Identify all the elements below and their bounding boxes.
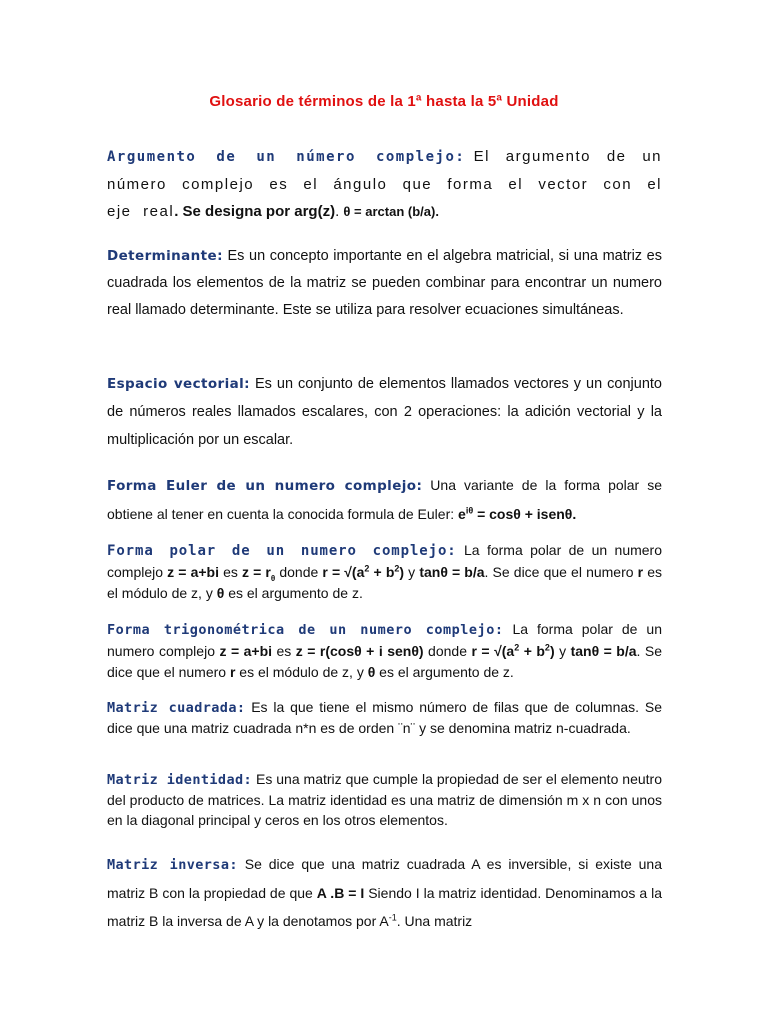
entry-term: Matriz identidad: xyxy=(107,772,253,788)
entry-text: Una variante de la forma polar se obtiene al tener en cuenta la conocida formula de Euler: xyxy=(107,477,663,522)
glossary-entry-argumento xyxy=(107,143,662,225)
entry-term: Espacio vectorial: xyxy=(107,376,250,392)
entry-formula: θ = arctan (b/a). xyxy=(343,204,439,219)
glossary-entry-matriz-identidad xyxy=(107,769,662,830)
entry-text: Es la que tiene el mismo número de filas que de columnas. Se dice que una matriz cuadrada n*n es de orden ¨n¨ y se denomina matriz n-cuadrada. xyxy=(107,699,662,736)
glossary-entry-matriz-cuadrada xyxy=(107,697,662,738)
glossary-entry-determinante xyxy=(107,243,662,324)
entry-term: Forma Euler de un numero complejo: xyxy=(107,478,423,494)
glossary-entry-forma-polar: Forma polar de un numero complejo: La forma polar de un numero complejo z = a+bi es $z = r_\theta$ donde $r = √(a^2 + b^2)$ y tanθ = b/a. Se dice que el numero r es el módulo de z, y θ es el argumento de z. xyxy=(107,542,663,601)
glossary-entry-matriz-inversa: Matriz inversa: Se dice que una matriz cuadrada A es inversible, si existe una matriz B con la propiedad de que A .B = I Siendo I la matriz identidad. Denominamos a la matriz B la inversa de A y la denotamos por $A^{-1}$. Una matriz xyxy=(107,856,663,929)
entry-text: Es una matriz que cumple la propiedad de ser el elemento neutro del producto de matrices. La matriz identidad es una matriz de dimensión m x n con unos en la diagonal principal y ceros en los otros elementos. xyxy=(107,771,662,828)
glossary-entry-forma-trigonometrica: Forma trigonométrica de un numero complejo: La forma polar de un numero complejo z = a+bi es z = r(cosθ + i senθ) donde $r = √(a^2 + b^2)$ y tanθ = b/a. Se dice que el numero r es el módulo de z, y θ es el argumento de z. xyxy=(107,621,663,680)
entry-term: Matriz cuadrada: xyxy=(107,700,246,716)
entry-text: Es un conjunto de elementos llamados vectores y un conjunto de números reales llamados escalares, con 2 operaciones: la adición vectorial y la multiplicación por un escalar. xyxy=(107,376,662,448)
entry-term: Forma polar de un numero complejo: xyxy=(107,543,457,559)
glossary-entry-forma-euler xyxy=(107,471,662,528)
glossary-entry-espacio-vectorial xyxy=(107,370,662,454)
entry-text: Es un concepto importante en el algebra matricial, si una matriz es cuadrada los elementos de la matriz se pueden combinar para encontrar un numero real llamado determinante. Este se utiliza para resolver ecuaciones simultáneas. xyxy=(107,248,662,318)
entry-term: Forma trigonométrica de un numero complejo: xyxy=(107,622,504,638)
entry-text: El argumento de un número complejo es el ángulo que forma el vector con el eje real xyxy=(107,148,663,220)
entry-formula: $e^{i\theta} = \cos\theta$ + isenθ. xyxy=(458,505,577,522)
entry-term: Determinante: xyxy=(107,248,223,264)
entry-text: . xyxy=(335,203,344,220)
page-title: Glosario de términos de la 1ª hasta la 5ª Unidad xyxy=(209,93,559,110)
entry-text: . Se designa por arg(z) xyxy=(174,203,336,220)
entry-term: Argumento de un número complejo: xyxy=(107,149,466,165)
entry-term: Matriz inversa: xyxy=(107,857,238,873)
